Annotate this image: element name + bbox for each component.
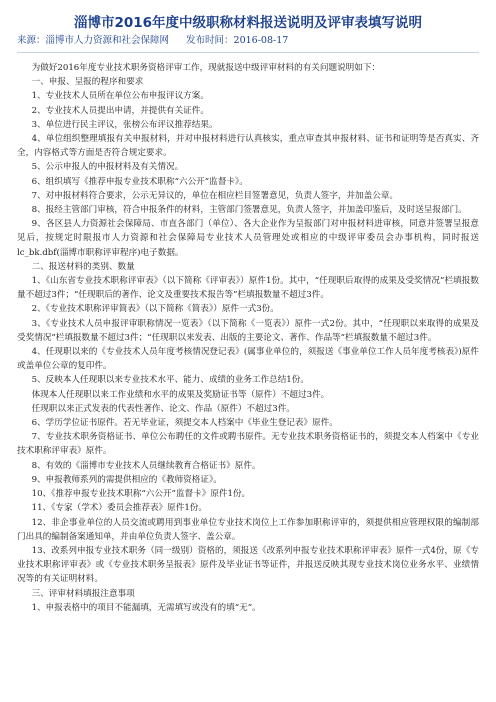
article-body <box>17 61 479 615</box>
article-paragraph: 7、对申报材料符合要求，公示无异议的，单位在相应栏目签署意见，负责人签字，并加盖公章。 <box>31 190 399 201</box>
article-paragraph: 3、单位进行民主评议，张榜公布评议推荐结果。 <box>31 119 218 130</box>
article-paragraph: 3、《专业技术人员申报评审职称情况一览表》（以下简称《一览表》）原件一式2份。其中，“任现职以来取得的成果及受奖情况”栏填报数量不超过3件；“任现职以来发表、出版的主要论文、著作、作品等”栏填报数量不超过3件。 <box>17 318 479 343</box>
article-paragraph: 8、报经主管部门审核，符合申报条件的材料，主管部门签署意见，负责人签字，并加盖印鉴后，及时送呈报部门。 <box>31 205 467 216</box>
article-paragraph: 4、任现职以来的《专业技术人员年度考核情况登记表》(属事业单位的，须报送《事业单位工作人员年度考核表》)原件或盖单位公章的复印件。 <box>17 347 479 372</box>
article-paragraph: 1、《山东省专业技术职称评审表》（以下简称《评审表》）原件1份。其中，“任现职后取得的成果及受奖情况”栏填报数量不超过3件；“任现职后的著作、论文及重要技术报告等”栏填报数量不超过3件。 <box>17 276 479 301</box>
article-source: 来源：淄博市人力资源和社会保障网 <box>17 35 170 46</box>
article-paragraph: 5、反映本人任现职以来专业技术水平、能力、成绩的业务工作总结1份。 <box>31 375 309 386</box>
article-paragraph: 6、学历学位证书原件。若无毕业证，须提交本人档案中《毕业生登记表》原件。 <box>31 418 338 429</box>
article-paragraph: 体现本人任现职以来工作业绩和水平的成果及奖励证书等（原件）不超过3件。 <box>31 389 330 400</box>
article-paragraph: 9、申报教师系列的需提供相应的《教师资格证》。 <box>31 474 222 485</box>
article-paragraph: 10、《推荐申报专业技术职称“六公开”监督卡》原件1份。 <box>31 489 251 500</box>
article-paragraph: 11、《专家（学术）委员会推荐表》原件1份。 <box>31 503 207 514</box>
article-paragraph: 1、申报表格中的项目不能漏填，无需填写或没有的填“无”。 <box>31 602 261 613</box>
article-paragraph: 7、专业技术职务资格证书、单位公布聘任的文件或聘书原件。无专业技术职务资格证书的，须提交本人档案中《专业技术职称评审表》原件。 <box>17 432 479 457</box>
article-paragraph: 5、公示申报人的申报材料及有关情况。 <box>31 162 184 173</box>
article-paragraph: 2、专业技术人员提出申请，并提供有关证件。 <box>31 105 209 116</box>
article-date: 发布时间：2016-08-17 <box>186 35 289 46</box>
article-paragraph: 13、改系列申报专业技术职务（同一级别）资格的，须报送《改系列申报专业技术职称评审表》原件一式4份，原《专业技术职称评审表》或《专业技术职务呈报表》原件及毕业证书等证件，并报送反映其现专业技术岗位业务水平、业绩情况等的有关证明材料。 <box>17 545 479 585</box>
article-paragraph: 9、各区县人力资源社会保障局、市直各部门（单位）、各大企业作为呈报部门对申报材料进审核，同意并签署呈报意见后，按规定时限报市人力资源和社会保障局专业技术人员管理处或相应的中级评审委员会办事机构，同时报送lc_bk.dbf(淄博市职称评审程序)电子数据。 <box>17 219 479 258</box>
article-paragraph: 4、单位组织整理填报有关申报材料，并对申报材料进行认真核实，重点审查其申报材料、证书和证明等是否真实、齐全，内容格式等方面是否符合规定要求。 <box>17 134 479 159</box>
article-paragraph: 任现职以来正式发表的代表性著作、论文、作品（原件）不超过3件。 <box>31 403 295 414</box>
article-meta <box>17 34 479 53</box>
article-paragraph: 2、《专业技术职称评审简表》（以下简称《简表》）原件一式3份。 <box>31 304 279 315</box>
article-paragraph: 6、组织填写《推荐申报专业技术职称“六公开”监督卡》。 <box>31 176 248 187</box>
article-paragraph: 1、专业技术人员所在单位公布申报评议方案。 <box>31 91 209 102</box>
article-paragraph: 为做好2016年度专业技术职务资格评审工作，现就报送中级评审材料的有关问题说明如下： <box>31 63 381 73</box>
article-paragraph: 三、评审材料填报注意事项 <box>31 588 135 599</box>
article-paragraph: 12、非企事业单位的人员交流或聘用到事业单位专业技术岗位上工作参加职称评审的，须提供相应管理权限的编制部门出具的编制备案通知单，并由单位负责人签字、盖公章。 <box>17 517 479 542</box>
article-paragraph: 8、有效的《淄博市专业技术人员继续教育合格证书》原件。 <box>31 460 261 471</box>
article-paragraph: 二、报送材料的类别、数量 <box>31 261 135 272</box>
article-title: 淄博市2016年度中级职称材料报送说明及评审表填写说明 <box>73 15 423 31</box>
article-paragraph: 一、申报、呈报的程序和要求 <box>31 77 144 88</box>
